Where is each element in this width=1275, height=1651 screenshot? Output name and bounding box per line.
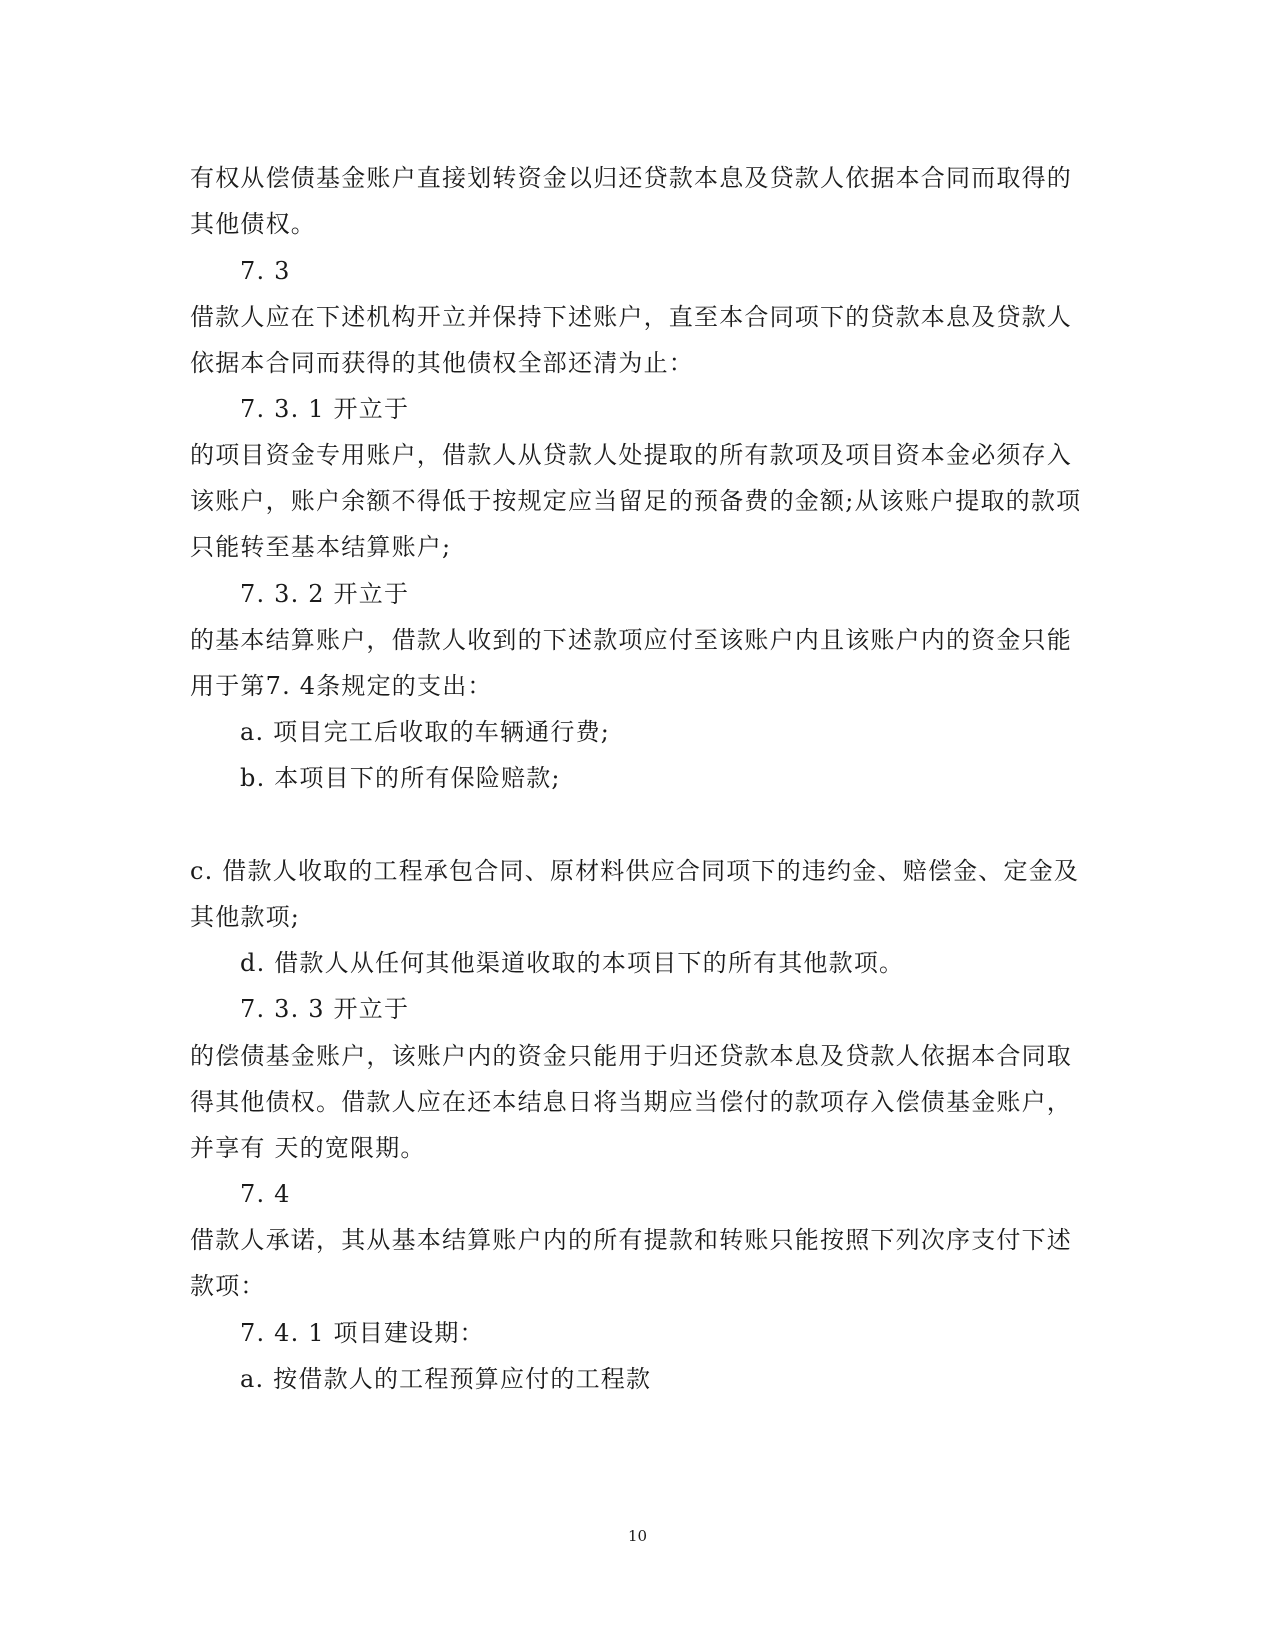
text-line: 款项： — [190, 1272, 266, 1300]
text-line: 的项目资金专用账户，借款人从贷款人处提取的所有款项及项目资本金必须存入 — [190, 441, 1072, 469]
text-line: 用于第7. 4条规定的支出： — [190, 672, 493, 700]
page-number: 10 — [627, 1527, 648, 1545]
text-line: 其他债权。 — [190, 210, 316, 238]
section-heading: 7. 4. 1 项目建设期： — [240, 1319, 485, 1347]
section-heading: 7. 3. 1 开立于 — [240, 395, 410, 423]
section-heading: 7. 3. 3 开立于 — [240, 995, 410, 1023]
text-line: 依据本合同而获得的其他债权全部还清为止： — [190, 349, 694, 377]
list-item: a. 项目完工后收取的车辆通行费; — [240, 718, 611, 746]
text-line: 的基本结算账户，借款人收到的下述款项应付至该账户内且该账户内的资金只能 — [190, 626, 1072, 654]
list-item: c. 借款人收取的工程承包合同、原材料供应合同项下的违约金、赔偿金、定金及 — [190, 857, 1080, 885]
text-line: 其他款项; — [190, 903, 301, 931]
text-line: 得其他债权。借款人应在还本结息日将当期应当偿付的款项存入偿债基金账户， — [190, 1088, 1072, 1116]
list-item: a. 按借款人的工程预算应付的工程款 — [240, 1365, 652, 1393]
section-number: 7. 4 — [240, 1180, 291, 1208]
section-heading: 7. 3. 2 开立于 — [240, 580, 410, 608]
text-line: 借款人应在下述机构开立并保持下述账户，直至本合同项下的贷款本息及贷款人 — [190, 303, 1072, 331]
text-line: 有权从偿债基金账户直接划转资金以归还贷款本息及贷款人依据本合同而取得的 — [190, 164, 1072, 192]
section-number: 7. 3 — [240, 257, 291, 285]
text-line: 只能转至基本结算账户; — [190, 533, 452, 561]
list-item: d. 借款人从任何其他渠道收取的本项目下的所有其他款项。 — [240, 949, 905, 977]
text-line: 的偿债基金账户，该账户内的资金只能用于归还贷款本息及贷款人依据本合同取 — [190, 1042, 1072, 1070]
text-line: 并享有 天的宽限期。 — [190, 1134, 426, 1162]
text-line: 借款人承诺，其从基本结算账户内的所有提款和转账只能按照下列次序支付下述 — [190, 1226, 1072, 1254]
list-item: b. 本项目下的所有保险赔款; — [240, 764, 561, 792]
text-line: 该账户，账户余额不得低于按规定应当留足的预备费的金额;从该账户提取的款项 — [190, 487, 1082, 515]
